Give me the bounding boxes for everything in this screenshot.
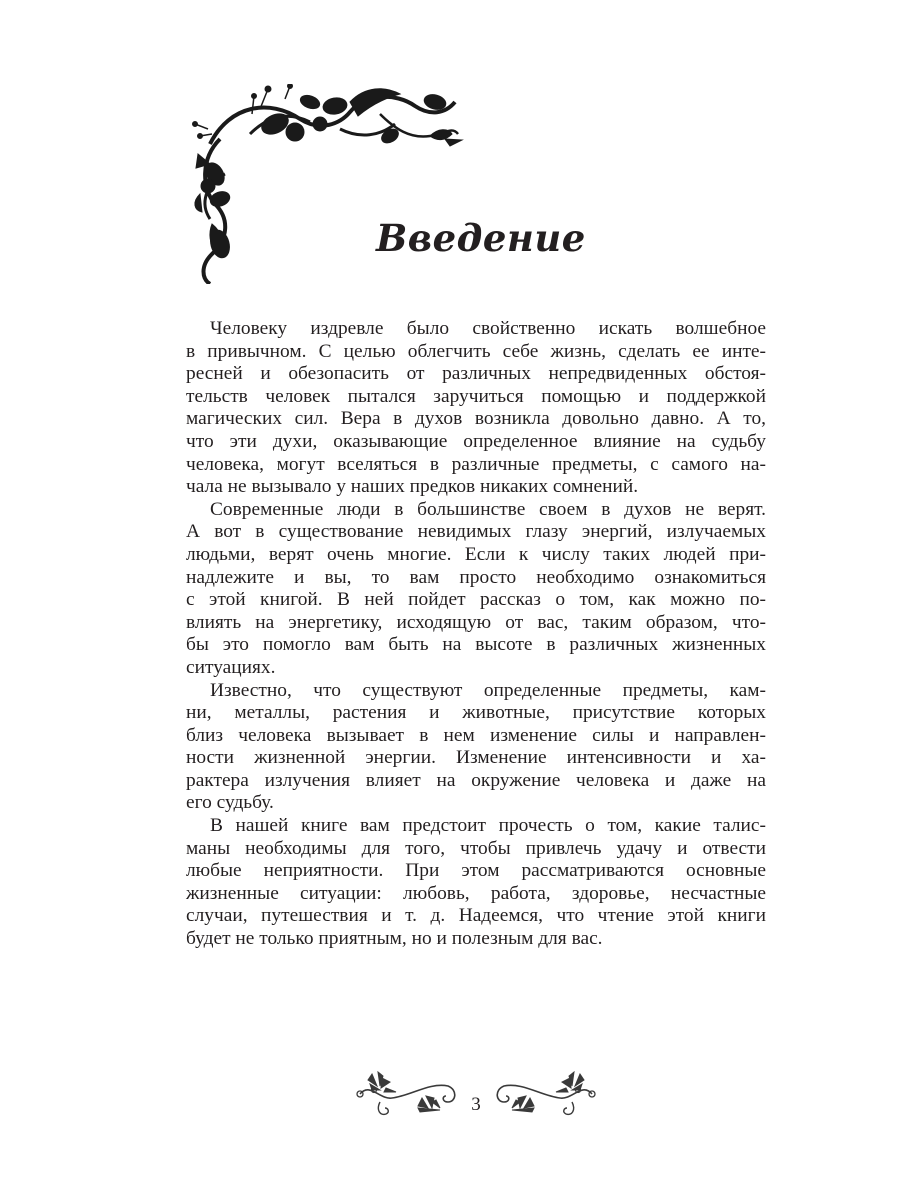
text-line: магических сил. Вера в духов возникла довольно давно. А то, (186, 408, 766, 430)
text-line: Известно, что существуют определенные предметы, кам- (210, 679, 766, 701)
text-line: Человеку издревле было свойственно искать волшебное (210, 318, 766, 339)
text-line: бы это помогло вам быть на высоте в различных жизненных (186, 634, 766, 656)
floral-scroll-right-icon (492, 1064, 602, 1120)
text-line: надлежите и вы, то вам просто необходимо ознакомиться (186, 566, 766, 588)
text-line: тельств человек пытался заручиться помощью и поддержкой (186, 385, 766, 407)
text-line: случаи, путешествия и т. д. Надеемся, что чтение этой книги (186, 905, 766, 927)
text-line: близ человека вызывает в нем изменение силы и направлен- (186, 724, 766, 746)
text-line: влиять на энергетику, исходящую от вас, таким образом, что- (186, 611, 766, 633)
paragraph-4 (186, 815, 766, 951)
text-line: ности жизненной энергии. Изменение интенсивности и ха- (186, 747, 766, 769)
chapter-title: Введение (376, 216, 586, 260)
text-line: В нашей книге вам предстоит прочесть о том, какие талис- (210, 815, 766, 837)
text-line: в привычном. С целью облегчить себе жизнь, сделать ее инте- (186, 340, 766, 362)
text-line: ни, металлы, растения и животные, присутствие которых (186, 702, 766, 724)
text-line: чала не вызывало у наших предков никаких сомнений. (186, 476, 639, 498)
paragraph-3 (186, 680, 766, 816)
text-line: жизненные ситуации: любовь, работа, здоровье, несчастные (186, 882, 766, 904)
page-number: 3 (471, 1094, 481, 1115)
text-line: ситуациях. (186, 656, 276, 678)
text-line: что эти духи, оказывающие определенное влияние на судьбу (186, 430, 766, 452)
text-line: А вот в существование невидимых глазу энергий, излучаемых (186, 521, 766, 543)
paragraph-1 (186, 318, 766, 499)
body-text (186, 318, 766, 951)
text-line: любые неприятности. При этом рассматриваются основные (186, 860, 766, 882)
paragraph-2 (186, 499, 766, 680)
text-line: Современные люди в большинстве своем в духов не верят. (210, 498, 766, 520)
text-line: рактера излучения влияет на окружение человека и даже на (186, 769, 766, 791)
text-line: маны необходимы для того, чтобы привлечь удачу и отвести (186, 837, 766, 859)
text-line: людьми, верят очень многие. Если к числу таких людей при- (186, 543, 766, 565)
text-line: ресней и обезопасить от различных непредвиденных обстоя- (186, 363, 766, 385)
text-line: с этой книгой. В ней пойдет рассказ о том, как можно по- (186, 589, 766, 611)
text-line: человека, могут вселяться в различные предметы, с самого на- (186, 453, 766, 475)
text-line: его судьбу. (186, 792, 274, 814)
floral-scroll-left-icon (350, 1064, 460, 1120)
text-line: будет не только приятным, но и полезным для вас. (186, 928, 603, 950)
page-footer (340, 1064, 610, 1124)
